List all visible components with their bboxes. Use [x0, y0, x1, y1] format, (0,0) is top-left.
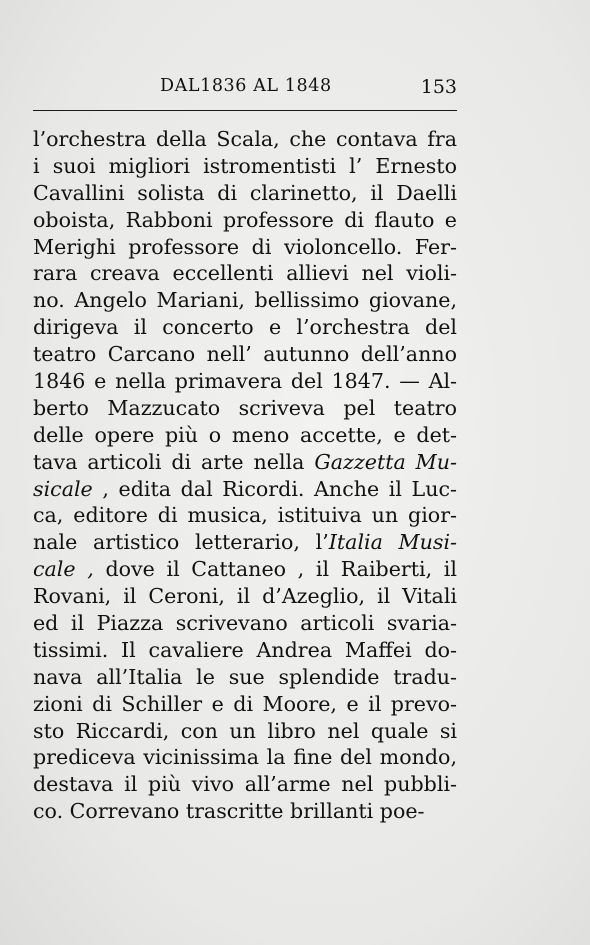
text-line: zioni di Schiller e di Moore, e il prevo- [33, 691, 457, 716]
text-line: co. Correvano trascritte brillanti poe- [33, 799, 425, 824]
text-line: no. Angelo Mariani, bellissimo giovane, [33, 288, 457, 313]
text-segment [94, 557, 106, 581]
page-header [33, 76, 457, 102]
text-line [33, 556, 457, 583]
text-line: delle opere più o meno accette, e det- [33, 422, 457, 447]
italic-title: Italia Musi- [328, 530, 457, 555]
italic-title-cont: sicale [33, 476, 93, 501]
text-line: sto Riccardi, con un libro nel quale si [33, 718, 457, 743]
text-line: oboista, Rabboni professore di flauto e [33, 207, 457, 232]
text-line [33, 529, 457, 556]
text-line: ca, editore di musica, istituiva un gior- [33, 503, 457, 528]
text-line: rara creava eccellenti allievi nel violi- [33, 261, 457, 286]
text-line: teatro Carcano nell’ autunno dell’anno [33, 342, 457, 367]
text-line: l’orchestra della Scala, che contava fra [33, 127, 457, 151]
text-line: Cavallini solista di clarinetto, il Daelli [33, 180, 457, 205]
text-line: dirigeva il concerto e l’orchestra del [33, 315, 457, 340]
italic-title: Gazzetta Mu- [314, 449, 457, 474]
body-text [33, 126, 457, 825]
header-rule [33, 110, 457, 111]
italic-title-cont: cale , [33, 557, 94, 582]
text-segment: dove il Cattaneo , il Raiberti, il [105, 557, 457, 582]
text-line: 1846 e nella primavera del 1847. — Al- [33, 369, 457, 394]
page-number: 153 [420, 76, 457, 98]
text-line: Rovani, il Ceroni, il d’Azeglio, il Vitali [33, 584, 457, 609]
text-line: Merighi professore di violoncello. Fer- [33, 234, 457, 259]
text-line: i suoi migliori istromentisti l’ Ernesto [33, 153, 457, 178]
text-line: prediceva vicinissima la fine del mondo, [33, 745, 457, 770]
text-segment: tava articoli di arte nella [33, 449, 315, 474]
text-line: ed il Piazza scrivevano articoli svaria- [33, 611, 457, 636]
text-line: berto Mazzucato scriveva pel teatro [33, 395, 457, 420]
running-head: DAL1836 AL 1848 [160, 76, 332, 96]
text-line: nava all’Italia le sue splendide tradu- [33, 664, 457, 689]
text-line: tissimi. Il cavaliere Andrea Maffei do- [33, 637, 457, 662]
text-segment: , edita dal Ricordi. Anche il Luc- [92, 476, 457, 501]
text-line [33, 476, 457, 503]
text-segment: nale artistico letterario, l’ [33, 530, 329, 555]
text-line [33, 449, 457, 476]
text-line: destava il più vivo all’arme nel pubbli- [33, 772, 457, 797]
